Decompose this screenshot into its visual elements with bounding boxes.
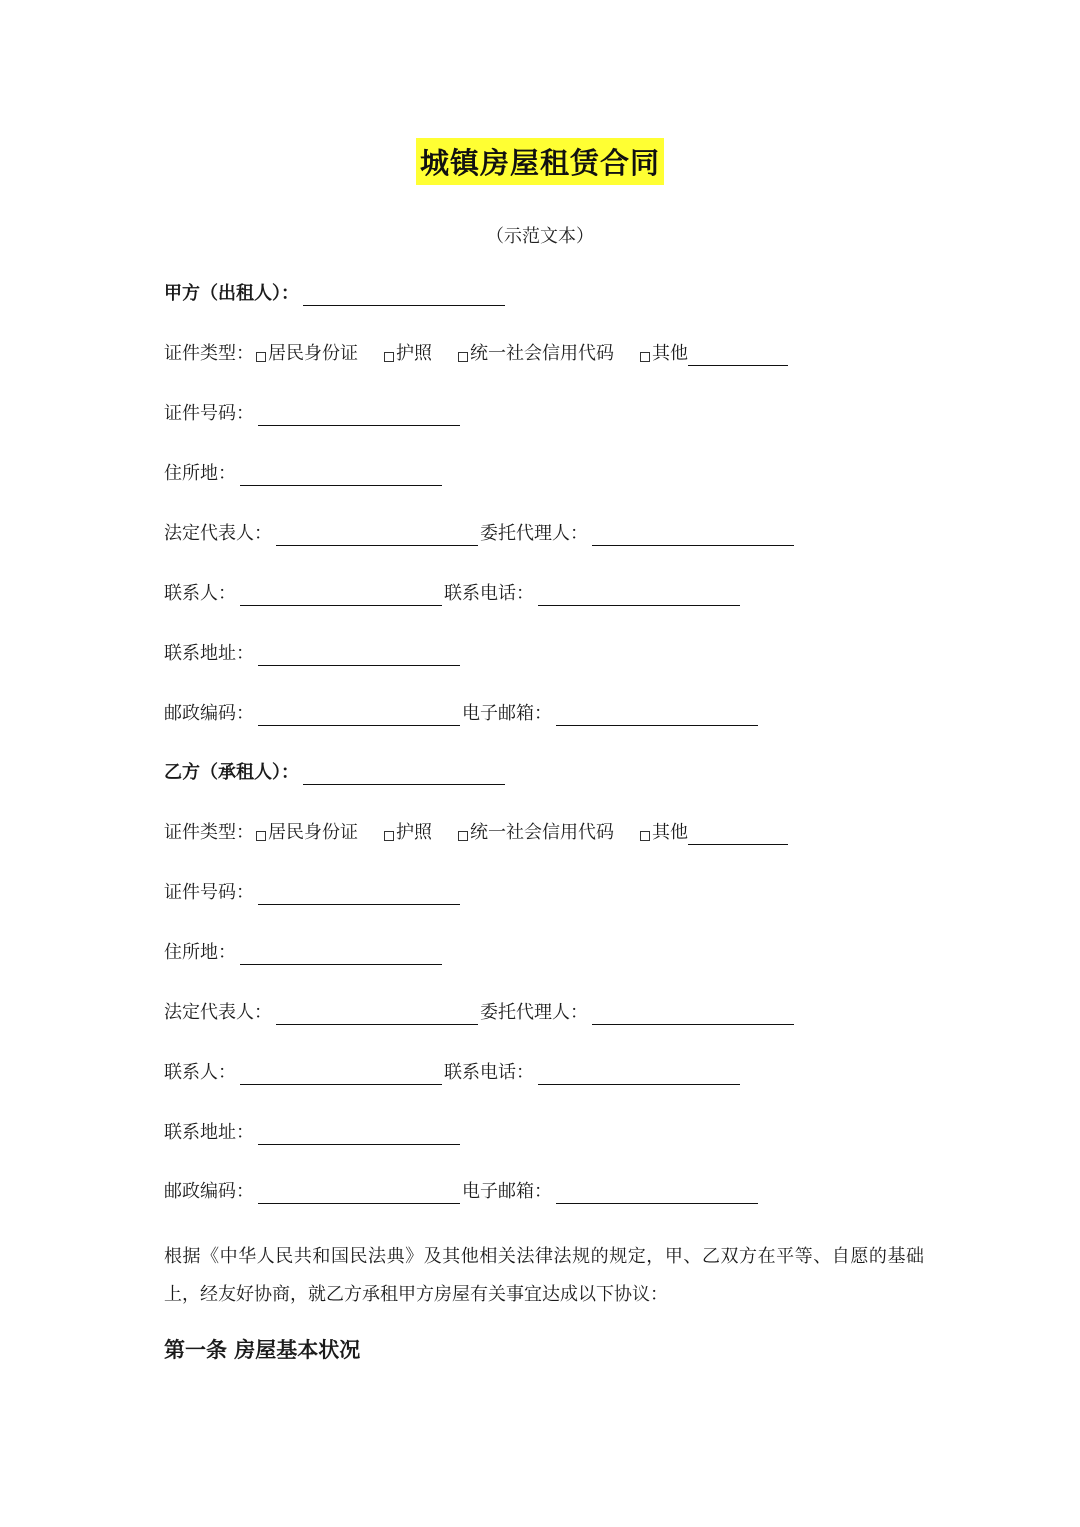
party-b-id-number-blank[interactable] [258, 882, 460, 905]
article-1-heading: 第一条 房屋基本状况 [164, 1338, 361, 1362]
party-b-residence-row [164, 941, 444, 965]
checkbox-icon[interactable] [458, 352, 468, 362]
party-a-option-passport[interactable]: 护照 [382, 342, 432, 366]
party-a-option-id-card[interactable]: 居民身份证 [254, 342, 358, 366]
party-b-postcode-label: 邮政编码： [164, 1181, 254, 1202]
party-b-address-row [164, 1121, 462, 1145]
party-a-id-number-label: 证件号码： [164, 403, 254, 424]
party-b-name-blank[interactable] [303, 762, 505, 785]
checkbox-icon[interactable] [384, 831, 394, 841]
party-b-legal-rep-blank[interactable] [276, 1002, 478, 1025]
party-a-phone-blank[interactable] [538, 583, 740, 606]
checkbox-icon[interactable] [256, 831, 266, 841]
document-subtitle: （示范文本） [486, 226, 594, 247]
party-a-contact-row [164, 582, 742, 606]
party-a-contact-label: 联系人： [164, 583, 236, 604]
party-b-id-type-row [164, 821, 790, 845]
party-a-id-type-label: 证件类型： [164, 343, 254, 364]
party-a-agent-label: 委托代理人： [480, 523, 588, 544]
document-title [0, 138, 1080, 185]
party-b-rep-row [164, 1001, 796, 1025]
party-a-header: 甲方（出租人）： [164, 283, 299, 304]
party-b-legal-rep-label: 法定代表人： [164, 1002, 272, 1023]
party-a-contact-blank[interactable] [240, 583, 442, 606]
party-b-residence-label: 住所地： [164, 942, 236, 963]
checkbox-icon[interactable] [458, 831, 468, 841]
party-a-name-blank[interactable] [303, 283, 505, 306]
party-b-address-label: 联系地址： [164, 1122, 254, 1143]
party-b-phone-label: 联系电话： [444, 1062, 534, 1083]
party-a-address-row [164, 642, 462, 666]
party-b-option-id-card[interactable]: 居民身份证 [254, 821, 358, 845]
party-b-header-row [164, 761, 507, 785]
party-b-contact-row [164, 1061, 742, 1085]
preamble-paragraph: 根据《中华人民共和国民法典》及其他相关法律法规的规定，甲、乙双方在平等、自愿的基础上，经友好协商，就乙方承租甲方房屋有关事宜达成以下协议： [164, 1246, 924, 1305]
party-a-id-type-row [164, 342, 790, 366]
checkbox-icon[interactable] [256, 352, 266, 362]
checkbox-icon[interactable] [384, 352, 394, 362]
party-a-legal-rep-label: 法定代表人： [164, 523, 272, 544]
party-b-option-passport[interactable]: 护照 [382, 821, 432, 845]
party-a-phone-label: 联系电话： [444, 583, 534, 604]
party-a-address-blank[interactable] [258, 643, 460, 666]
party-b-postcode-blank[interactable] [258, 1181, 460, 1204]
party-a-rep-row [164, 522, 796, 546]
party-a-email-label: 电子邮箱： [462, 703, 552, 724]
party-b-agent-blank[interactable] [592, 1002, 794, 1025]
checkbox-icon[interactable] [640, 352, 650, 362]
party-a-other-blank[interactable] [688, 343, 788, 366]
party-b-option-other[interactable]: 其他 [638, 821, 688, 845]
party-b-id-number-label: 证件号码： [164, 882, 254, 903]
party-a-email-blank[interactable] [556, 703, 758, 726]
party-b-residence-blank[interactable] [240, 942, 442, 965]
party-a-postcode-blank[interactable] [258, 703, 460, 726]
party-b-postcode-row [164, 1180, 760, 1204]
party-a-residence-label: 住所地： [164, 463, 236, 484]
party-b-contact-blank[interactable] [240, 1062, 442, 1085]
party-a-option-other[interactable]: 其他 [638, 342, 688, 366]
party-b-header: 乙方（承租人）： [164, 762, 299, 783]
party-b-option-credit-code[interactable]: 统一社会信用代码 [456, 821, 614, 845]
party-b-id-type-label: 证件类型： [164, 822, 254, 843]
party-a-postcode-row [164, 702, 760, 726]
party-a-legal-rep-blank[interactable] [276, 523, 478, 546]
party-a-id-number-row [164, 402, 462, 426]
party-a-header-row [164, 282, 507, 306]
document-title-text: 城镇房屋租赁合同 [416, 138, 664, 185]
party-b-email-blank[interactable] [556, 1181, 758, 1204]
party-b-other-blank[interactable] [688, 822, 788, 845]
party-b-address-blank[interactable] [258, 1122, 460, 1145]
party-a-address-label: 联系地址： [164, 643, 254, 664]
party-a-id-number-blank[interactable] [258, 403, 460, 426]
party-b-id-number-row [164, 881, 462, 905]
party-b-phone-blank[interactable] [538, 1062, 740, 1085]
party-b-email-label: 电子邮箱： [462, 1181, 552, 1202]
party-a-residence-blank[interactable] [240, 463, 442, 486]
party-b-contact-label: 联系人： [164, 1062, 236, 1083]
party-a-postcode-label: 邮政编码： [164, 703, 254, 724]
party-a-option-credit-code[interactable]: 统一社会信用代码 [456, 342, 614, 366]
party-b-agent-label: 委托代理人： [480, 1002, 588, 1023]
party-a-residence-row [164, 462, 444, 486]
party-a-agent-blank[interactable] [592, 523, 794, 546]
checkbox-icon[interactable] [640, 831, 650, 841]
